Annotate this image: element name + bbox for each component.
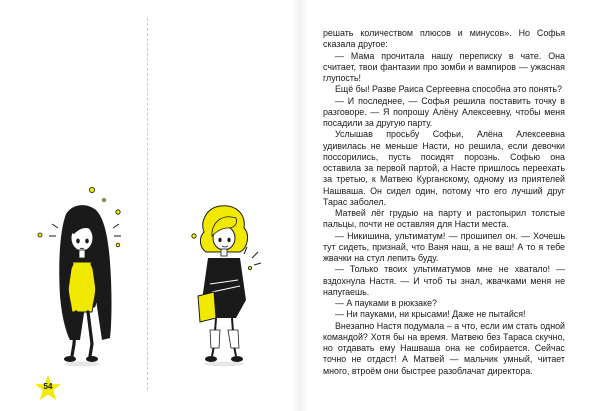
paragraph: — А пауками в рюкзаке? <box>335 298 437 308</box>
page-number: 54 <box>43 382 53 391</box>
paragraph: — Мама прочитала нашу переписку в чате. Она считает, твои фантазии про зомби и вампиров — ужасная глупость! <box>323 50 565 83</box>
page-number-badge <box>34 374 62 402</box>
paragraph: Ещё бы! Разве Раиса Сергеевна способна это понять? <box>335 84 562 95</box>
girl-dark-hair-figure <box>38 187 121 366</box>
girl-blonde-hair-figure <box>192 206 261 367</box>
paragraph: — И последнее, — Софья решила поставить точку в разговоре. — Я попрошу Алёну Алексеевну, чтобы меня посадили за другую парту. <box>323 95 565 128</box>
story-text <box>323 28 565 377</box>
book-gutter <box>292 0 308 411</box>
paragraph: Внезапно Настя подумала – а что, если им стать одной командой? Хотя бы на время. Матвею без Тараса скучно, но отдавать ему Нашваша она не собирается. Сейчас точно не отдаст! А Матвей — мальчик умный, читает много, втроём они быстрее разоблачат директора. <box>323 320 565 376</box>
paragraph: — Никишина, ультиматум! — прошипел он. — Хочешь тут сидеть, признай, что Ваня наш, а не ваш! А то я тебе жвачки на стул лепить буду. <box>323 230 565 263</box>
paragraph: — Ни пауками, ни крысами! Даже не пытайся! <box>335 309 526 320</box>
paragraph: Матвей лёг грудью на парту и растопырил толстые пальцы, почти не оставляя для Насти места. <box>323 208 565 230</box>
paragraph: Услышав просьбу Софьи, Алёна Алексеевна удивилась не меньше Насти, но решила, если девочки поссорились, пусть посидят порознь. Софью она оставила за первой партой, а Насте пришлось переехать за третью, к Матвею Курганскому, одному из приятелей Нашваша. Он сидел один, потому что его лучший друг Тарас заболел. <box>323 129 565 207</box>
paragraph: — Только твоих ультиматумов мне не хватало! — вздохнула Настя. — И чтоб ты знал, жвачками меня не напугаешь. <box>323 264 565 297</box>
paragraph: решать количеством плюсов и минусов». Но Софья сказала другое: <box>323 28 565 50</box>
